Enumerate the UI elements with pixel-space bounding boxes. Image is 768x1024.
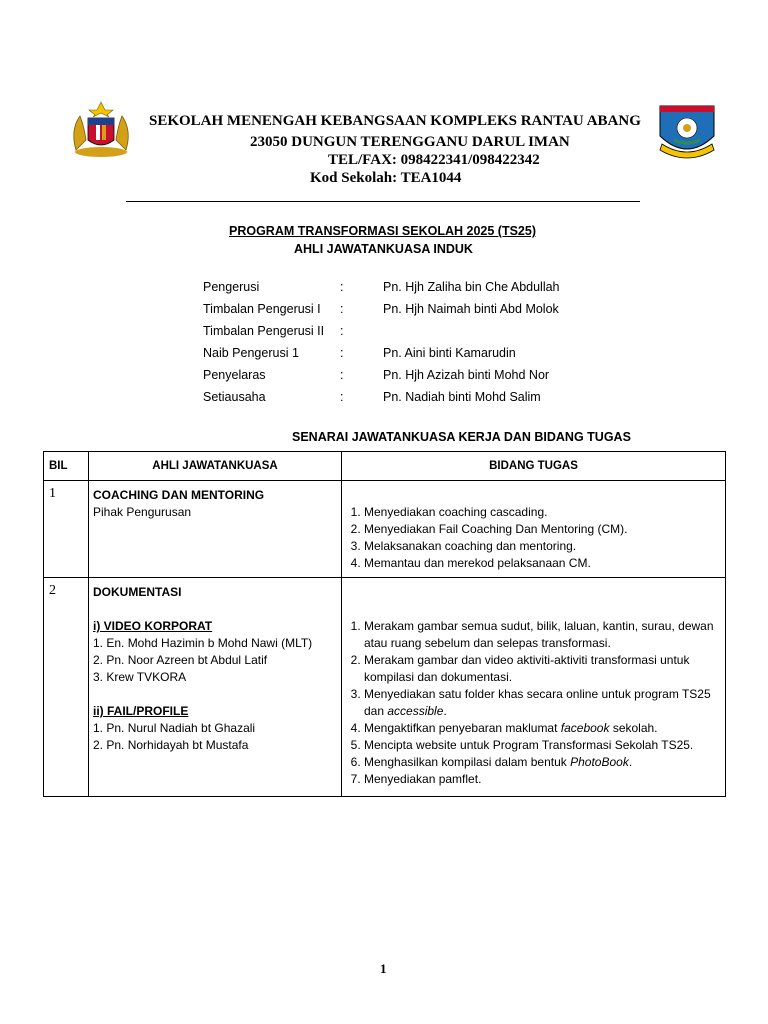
committee-title: AHLI JAWATANKUASA INDUK [294,242,473,256]
task-item: 4. Memantau dan merekod pelaksanaan CM. [364,555,721,572]
task-item: 5. Mencipta website untuk Program Transformasi Sekolah TS25. [364,737,721,754]
header-divider [126,201,640,202]
committee-name: Pn. Aini binti Kamarudin [383,346,516,360]
row-number: 2 [44,578,89,797]
tasks-cell [342,578,726,797]
committee-role: Naib Pengerusi 1 [203,346,299,360]
school-telfax: TEL/FAX: 098422341/098422342 [328,152,540,168]
committee-colon: : [340,280,344,294]
task-item: 3. Melaksanakan coaching dan mentoring. [364,538,721,555]
task-item: 3. Menyediakan satu folder khas secara online untuk program TS25 dan accessible. [364,686,721,720]
committee-colon: : [340,324,344,338]
committee-cell [89,578,342,797]
committee-heading: COACHING DAN MENTORING [93,488,265,502]
committee-role: Timbalan Pengerusi II [203,324,325,338]
tasks-cell [342,481,726,578]
header-bil: BIL [44,452,89,481]
committee-name: Pn. Hjh Naimah binti Abd Molok [383,302,559,316]
committee-name: Pn. Hjh Azizah binti Mohd Nor [383,368,550,382]
table-row [44,481,726,578]
school-name: SEKOLAH MENENGAH KEBANGSAAN KOMPLEKS RANTAU ABANG [149,113,641,129]
task-item: 6. Menghasilkan kompilasi dalam bentuk PhotoBook. [364,754,721,771]
committee-colon: : [340,302,344,316]
committee-name: Pn. Nadiah binti Mohd Salim [383,390,541,404]
committee-heading: DOKUMENTASI [93,585,182,599]
committee-members: Pihak Pengurusan [93,505,192,519]
member-item: 2. Pn. Noor Azreen bt Abdul Latif [93,653,268,667]
member-item: 2. Pn. Norhidayah bt Mustafa [93,738,249,752]
school-code: Kod Sekolah: TEA1044 [310,170,462,186]
subcommittee-heading: ii) FAIL/PROFILE [93,704,189,718]
committee-role: Penyelaras [203,368,266,382]
committee-colon: : [340,346,344,360]
task-list [346,618,721,788]
member-item: 1. Pn. Nurul Nadiah bt Ghazali [93,721,256,735]
task-item: 7. Menyediakan pamflet. [364,771,721,788]
task-item: 1. Menyediakan coaching cascading. [364,504,721,521]
task-list [346,504,721,572]
header-ahli: AHLI JAWATANKUASA [89,452,342,481]
committee-role: Timbalan Pengerusi I [203,302,321,316]
committee-cell [89,481,342,578]
table-header-row [44,452,726,481]
program-title: PROGRAM TRANSFORMASI SEKOLAH 2025 (TS25) [229,224,536,238]
task-item: 4. Mengaktifkan penyebaran maklumat facebook sekolah. [364,720,721,737]
task-item: 1. Merakam gambar semua sudut, bilik, laluan, kantin, surau, dewan atau ruang sebelum dan selepas transformasi. [364,618,721,652]
school-logo [656,100,718,162]
task-item: 2. Merakam gambar dan video aktiviti-aktiviti transformasi untuk kompilasi dan dokumentasi. [364,652,721,686]
task-item: 2. Menyediakan Fail Coaching Dan Mentoring (CM). [364,521,721,538]
school-address: 23050 DUNGUN TERENGGANU DARUL IMAN [250,134,570,150]
subcommittee-heading: i) VIDEO KORPORAT [93,619,213,633]
committee-colon: : [340,368,344,382]
page-number: 1 [380,961,387,976]
member-item: 3. Krew TVKORA [93,670,187,684]
task-table [43,451,726,797]
member-item: 1. En. Mohd Hazimin b Mohd Nawi (MLT) [93,636,313,650]
committee-role: Pengerusi [203,280,260,294]
row-number: 1 [44,481,89,578]
committee-colon: : [340,390,344,404]
committee-role: Setiausaha [203,390,266,404]
table-row [44,578,726,797]
header-bidang: BIDANG TUGAS [342,452,726,481]
task-list-title: SENARAI JAWATANKUASA KERJA DAN BIDANG TUGAS [292,430,631,444]
malaysia-crest-logo [66,100,136,160]
committee-name: Pn. Hjh Zaliha bin Che Abdullah [383,280,560,294]
